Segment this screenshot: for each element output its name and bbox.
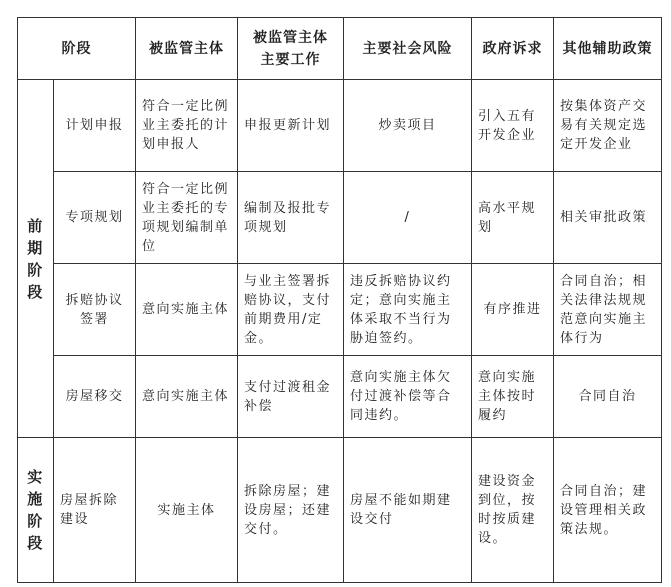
table-row xyxy=(18,356,662,438)
risk-cell: 意向实施主体欠付过渡补偿等合同违约。 xyxy=(344,356,472,438)
subject-cell: 意向实施主体 xyxy=(136,356,238,438)
phase-char: 段 xyxy=(27,534,44,552)
phase-char: 实 xyxy=(27,468,44,486)
work-cell: 与业主签署拆赔协议，支付前期费用/定金。 xyxy=(238,264,344,356)
header-appeal: 政府诉求 xyxy=(472,18,554,80)
appeal-cell: 意向实施主体按时履约 xyxy=(472,356,554,438)
header-row xyxy=(18,18,662,80)
work-cell: 拆除房屋；建设房屋；还建交付。 xyxy=(238,438,344,583)
header-phase: 阶段 xyxy=(18,18,136,80)
table-row xyxy=(18,172,662,264)
policy-cell: 相关审批政策 xyxy=(554,172,662,264)
table-row xyxy=(18,438,662,583)
header-policy: 其他辅助政策 xyxy=(554,18,662,80)
phase-label-preliminary xyxy=(18,80,54,438)
phase-char: 前 xyxy=(27,216,44,235)
risk-cell: / xyxy=(344,172,472,264)
appeal-cell: 引入五有开发企业 xyxy=(472,80,554,172)
risk-cell: 房屋不能如期建设交付 xyxy=(344,438,472,583)
subject-cell: 符合一定比例业主委托的计划申报人 xyxy=(136,80,238,172)
subject-cell: 符合一定比例业主委托的专项规划编制单位 xyxy=(136,172,238,264)
header-work xyxy=(238,18,344,80)
appeal-cell: 建设资金到位，按时按质建设。 xyxy=(472,438,554,583)
phase-char: 阶 xyxy=(27,260,44,279)
work-cell: 申报更新计划 xyxy=(238,80,344,172)
stage-cell: 拆赔协议签署 xyxy=(54,264,136,356)
table-row xyxy=(18,264,662,356)
phase-char: 段 xyxy=(27,282,44,301)
header-risk: 主要社会风险 xyxy=(344,18,472,80)
policy-cell: 按集体资产交易有关规定选定开发企业 xyxy=(554,80,662,172)
stage-cell: 房屋拆除建设 xyxy=(54,438,136,583)
policy-cell: 合同自治；建设管理相关政策法规。 xyxy=(554,438,662,583)
phase-char: 期 xyxy=(27,238,44,257)
header-subject: 被监管主体 xyxy=(136,18,238,80)
phase-label-implementation xyxy=(18,438,54,583)
work-cell: 支付过渡租金补偿 xyxy=(238,356,344,438)
risk-cell: 违反拆赔协议约定；意向实施主体采取不当行为胁迫签约。 xyxy=(344,264,472,356)
appeal-cell: 高水平规划 xyxy=(472,172,554,264)
stage-cell: 房屋移交 xyxy=(54,356,136,438)
header-work-text: 被监管主体 主要工作 xyxy=(253,29,328,68)
subject-cell: 实施主体 xyxy=(136,438,238,583)
appeal-cell: 有序推进 xyxy=(472,264,554,356)
work-cell: 编制及报批专项规划 xyxy=(238,172,344,264)
stage-cell: 专项规划 xyxy=(54,172,136,264)
phase-char: 施 xyxy=(27,490,44,508)
stage-cell: 计划申报 xyxy=(54,80,136,172)
policy-cell: 合同自治；相关法律法规规范意向实施主体行为 xyxy=(554,264,662,356)
policy-cell: 合同自治 xyxy=(554,356,662,438)
risk-cell: 炒卖项目 xyxy=(344,80,472,172)
regulation-table xyxy=(17,17,662,583)
phase-char: 阶 xyxy=(27,512,44,530)
subject-cell: 意向实施主体 xyxy=(136,264,238,356)
table-row xyxy=(18,80,662,172)
